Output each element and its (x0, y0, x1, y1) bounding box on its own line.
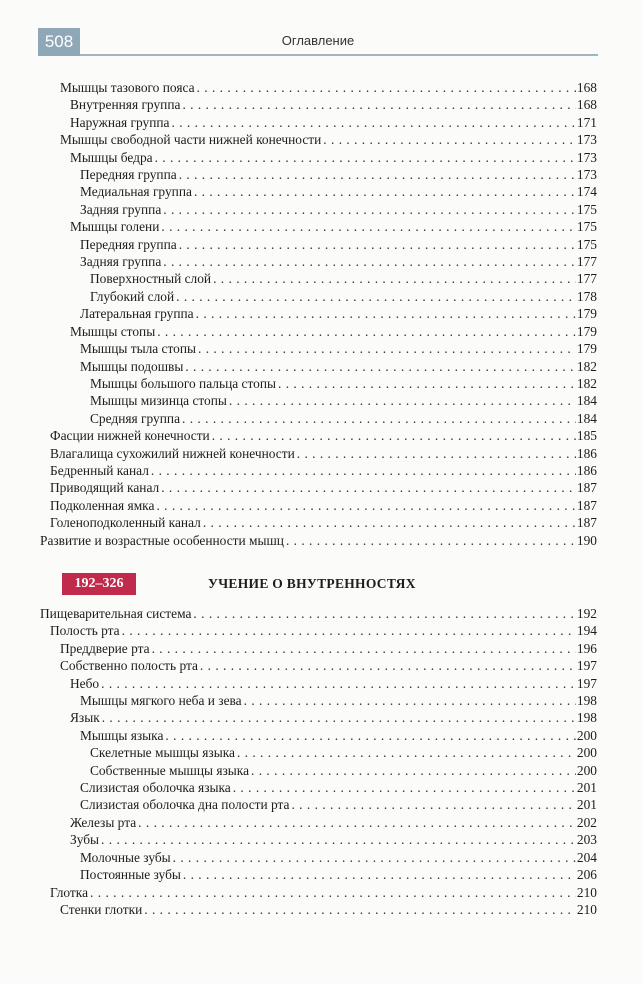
toc-entry-page: 202 (576, 814, 597, 830)
toc-entry-page: 184 (576, 410, 597, 426)
dot-leader (198, 340, 576, 357)
toc-entry-page: 186 (576, 462, 597, 478)
toc-entry-page: 179 (576, 341, 597, 357)
dot-leader (102, 709, 576, 726)
dot-leader (161, 218, 576, 235)
toc-entry-title: Глубокий слой (90, 288, 175, 304)
dot-leader (90, 884, 576, 901)
toc-entry-title: Железы рта (70, 814, 137, 830)
toc-entry[interactable] (40, 849, 597, 866)
toc-entry[interactable] (40, 779, 597, 796)
toc-entry-page: 200 (576, 762, 597, 778)
toc-entry[interactable] (40, 340, 597, 357)
section-page-range: 192–326 (62, 573, 136, 595)
toc-entry[interactable] (40, 901, 597, 918)
toc-entry-page: 210 (576, 884, 597, 900)
dot-leader (182, 96, 575, 113)
toc-entry-page: 194 (576, 623, 597, 639)
dot-leader (233, 779, 576, 796)
toc-entry[interactable] (40, 727, 597, 744)
dot-leader (297, 445, 576, 462)
dot-leader (212, 427, 576, 444)
dot-leader (200, 657, 576, 674)
dot-leader (183, 866, 576, 883)
toc-entry-page: 184 (576, 393, 597, 409)
dot-leader (179, 236, 576, 253)
toc-entry-page: 197 (576, 658, 597, 674)
toc-entry-title: Поверхностный слой (90, 271, 212, 287)
toc-entry[interactable] (40, 814, 597, 831)
toc-entry-page: 182 (576, 358, 597, 374)
toc-entry[interactable] (40, 218, 597, 235)
toc-entry-page: 187 (576, 497, 597, 513)
running-title: Оглавление (281, 33, 355, 48)
toc-entry-title: Задняя группа (80, 254, 162, 270)
toc-entry-title: Средняя группа (90, 410, 181, 426)
dot-leader (163, 201, 576, 218)
dot-leader (291, 796, 575, 813)
section-heading (62, 573, 598, 597)
toc-entry-page: 192 (576, 606, 597, 621)
toc-entry-title: Мышцы бедра (70, 149, 153, 165)
dot-leader (194, 183, 576, 200)
toc-entry-title: Мышцы свободной части нижней конечности (60, 132, 322, 148)
toc-entry[interactable] (40, 462, 597, 479)
toc-entry-page: 186 (576, 445, 597, 461)
toc-entry[interactable] (40, 166, 597, 183)
toc-entry-page: 168 (576, 97, 597, 113)
toc-entry-title: Мышцы голени (70, 219, 160, 235)
toc-entry-page: 210 (576, 901, 597, 917)
toc-entry[interactable] (40, 622, 597, 639)
dot-leader (323, 131, 576, 148)
toc-entry[interactable] (40, 392, 597, 409)
toc-entry-page: 179 (576, 306, 597, 322)
toc-entry-title: Постоянные зубы (80, 867, 181, 883)
toc-list-muscles (40, 79, 597, 549)
toc-entry-page: 200 (576, 745, 597, 761)
toc-entry-title: Подколенная ямка (50, 497, 155, 513)
toc-entry-title: Мышцы стопы (70, 323, 156, 339)
toc-entry-title: Голеноподколенный канал (50, 515, 201, 531)
toc-entry[interactable] (40, 640, 597, 657)
dot-leader (185, 358, 576, 375)
dot-leader (286, 532, 576, 549)
toc-entry[interactable] (40, 605, 597, 622)
dot-leader (161, 479, 576, 496)
toc-entry[interactable] (40, 201, 597, 218)
toc-entry[interactable] (40, 514, 597, 531)
toc-entry-title: Полость рта (50, 623, 120, 639)
dot-leader (203, 514, 576, 531)
toc-entry-page: 203 (576, 832, 597, 848)
dot-leader (144, 901, 576, 918)
toc-entry-page: 177 (576, 254, 597, 270)
toc-entry[interactable] (40, 358, 597, 375)
toc-entry-page: 173 (576, 149, 597, 165)
toc-entry-page: 173 (576, 167, 597, 183)
toc-entry[interactable] (40, 305, 597, 322)
toc-entry-title: Собственно полость рта (60, 658, 198, 674)
toc-entry-page: 178 (576, 288, 597, 304)
toc-entry[interactable] (40, 884, 597, 901)
toc-entry-title: Латеральная группа (80, 306, 194, 322)
dot-leader (163, 253, 576, 270)
toc-entry-page: 168 (576, 80, 597, 95)
dot-leader (182, 410, 576, 427)
toc-entry-title: Мышцы тыла стопы (80, 341, 197, 357)
toc-entry-page: 190 (576, 532, 597, 548)
toc-entry-page: 173 (576, 132, 597, 148)
page-number: 508 (38, 28, 80, 56)
toc-entry-title: Внутренняя группа (70, 97, 181, 113)
toc-entry[interactable] (40, 288, 597, 305)
toc-entry-title: Слизистая оболочка дна полости рта (80, 797, 290, 813)
toc-list-viscera (40, 605, 597, 918)
toc-entry-title: Влагалища сухожилий нижней конечности (50, 445, 295, 461)
dot-leader (278, 375, 576, 392)
toc-entry-page: 182 (576, 375, 597, 391)
dot-leader (193, 605, 575, 622)
toc-entry[interactable] (40, 762, 597, 779)
dot-leader (155, 149, 576, 166)
toc-entry-title: Скелетные мышцы языка (90, 745, 235, 761)
toc-entry-title: Развитие и возрастные особенности мышц (40, 532, 284, 548)
toc-entry[interactable] (40, 692, 597, 709)
dot-leader (244, 692, 576, 709)
toc-entry-page: 201 (576, 780, 597, 796)
toc-entry-title: Мышцы мизинца стопы (90, 393, 227, 409)
toc-entry-page: 206 (576, 867, 597, 883)
toc-entry-title: Мышцы большого пальца стопы (90, 375, 277, 391)
toc-entry[interactable] (40, 323, 597, 340)
toc-entry-title: Приводящий канал (50, 480, 160, 496)
toc-entry[interactable] (40, 427, 597, 444)
toc-entry-page: 171 (576, 114, 597, 130)
dot-leader (176, 288, 576, 305)
header-rule (80, 54, 598, 56)
toc-entry-page: 198 (576, 710, 597, 726)
toc-entry-page: 200 (576, 727, 597, 743)
toc-entry[interactable] (40, 79, 597, 96)
dot-leader (101, 831, 576, 848)
toc-entry[interactable] (40, 796, 597, 813)
dot-leader (151, 462, 576, 479)
toc-entry-title: Фасции нижней конечности (50, 428, 210, 444)
toc-entry[interactable] (40, 497, 597, 514)
toc-entry-page: 179 (576, 323, 597, 339)
toc-entry-title: Стенки глотки (60, 901, 143, 917)
dot-leader (138, 814, 576, 831)
dot-leader (172, 114, 576, 131)
toc-entry-page: 204 (576, 849, 597, 865)
toc-entry-page: 177 (576, 271, 597, 287)
dot-leader (179, 166, 576, 183)
dot-leader (156, 497, 575, 514)
toc-entry-title: Собственные мышцы языка (90, 762, 250, 778)
dot-leader (229, 392, 576, 409)
toc-entry[interactable] (40, 375, 597, 392)
toc-entry-title: Передняя группа (80, 167, 177, 183)
toc-entry-title: Небо (70, 675, 100, 691)
dot-leader (165, 727, 575, 744)
page-header (38, 28, 598, 58)
dot-leader (251, 762, 576, 779)
toc-entry[interactable] (40, 96, 597, 113)
toc-entry-title: Медиальная группа (80, 184, 192, 200)
dot-leader (213, 270, 576, 287)
toc-entry-title: Язык (70, 710, 100, 726)
dot-leader (101, 675, 576, 692)
toc-entry-page: 196 (576, 640, 597, 656)
toc-entry[interactable] (40, 532, 597, 549)
toc-entry-page: 187 (576, 480, 597, 496)
dot-leader (122, 622, 576, 639)
toc-entry[interactable] (40, 831, 597, 848)
toc-entry[interactable] (40, 114, 597, 131)
toc-entry[interactable] (40, 253, 597, 270)
toc-entry-title: Молочные зубы (80, 849, 171, 865)
toc-entry-title: Слизистая оболочка языка (80, 780, 231, 796)
dot-leader (196, 305, 576, 322)
toc-entry[interactable] (40, 445, 597, 462)
toc-entry[interactable] (40, 675, 597, 692)
section-title: УЧЕНИЕ О ВНУТРЕННОСТЯХ (208, 576, 416, 591)
toc-entry[interactable] (40, 236, 597, 253)
toc-entry-page: 197 (576, 675, 597, 691)
toc-entry-page: 175 (576, 219, 597, 235)
toc-entry-page: 187 (576, 515, 597, 531)
toc-entry-page: 174 (576, 184, 597, 200)
toc-entry[interactable] (40, 479, 597, 496)
toc-entry-title: Глотка (50, 884, 89, 900)
toc-entry-title: Передняя группа (80, 236, 177, 252)
toc-entry-title: Наружная группа (70, 114, 170, 130)
toc-entry-title: Бедренный канал (50, 462, 149, 478)
toc-entry[interactable] (40, 131, 597, 148)
toc-entry[interactable] (40, 270, 597, 287)
toc-entry-page: 175 (576, 236, 597, 252)
dot-leader (157, 323, 576, 340)
dot-leader (197, 79, 576, 96)
toc-entry-title: Пищеварительная система (40, 606, 192, 621)
dot-leader (152, 640, 576, 657)
dot-leader (173, 849, 576, 866)
toc-entry-title: Задняя группа (80, 201, 162, 217)
toc-entry-page: 175 (576, 201, 597, 217)
toc-entry-page: 198 (576, 693, 597, 709)
toc-entry-title: Мышцы мягкого неба и зева (80, 693, 242, 709)
toc-entry[interactable] (40, 744, 597, 761)
toc-entry-title: Мышцы тазового пояса (60, 80, 195, 95)
toc-entry-title: Мышцы языка (80, 727, 164, 743)
toc-entry-title: Зубы (70, 832, 100, 848)
toc-entry[interactable] (40, 657, 597, 674)
toc-entry[interactable] (40, 866, 597, 883)
toc-entry[interactable] (40, 149, 597, 166)
dot-leader (237, 744, 576, 761)
toc-entry-title: Преддверие рта (60, 640, 150, 656)
toc-entry-page: 201 (576, 797, 597, 813)
toc-entry-page: 185 (576, 428, 597, 444)
toc-entry[interactable] (40, 709, 597, 726)
toc-entry[interactable] (40, 410, 597, 427)
toc-entry[interactable] (40, 183, 597, 200)
toc-entry-title: Мышцы подошвы (80, 358, 184, 374)
